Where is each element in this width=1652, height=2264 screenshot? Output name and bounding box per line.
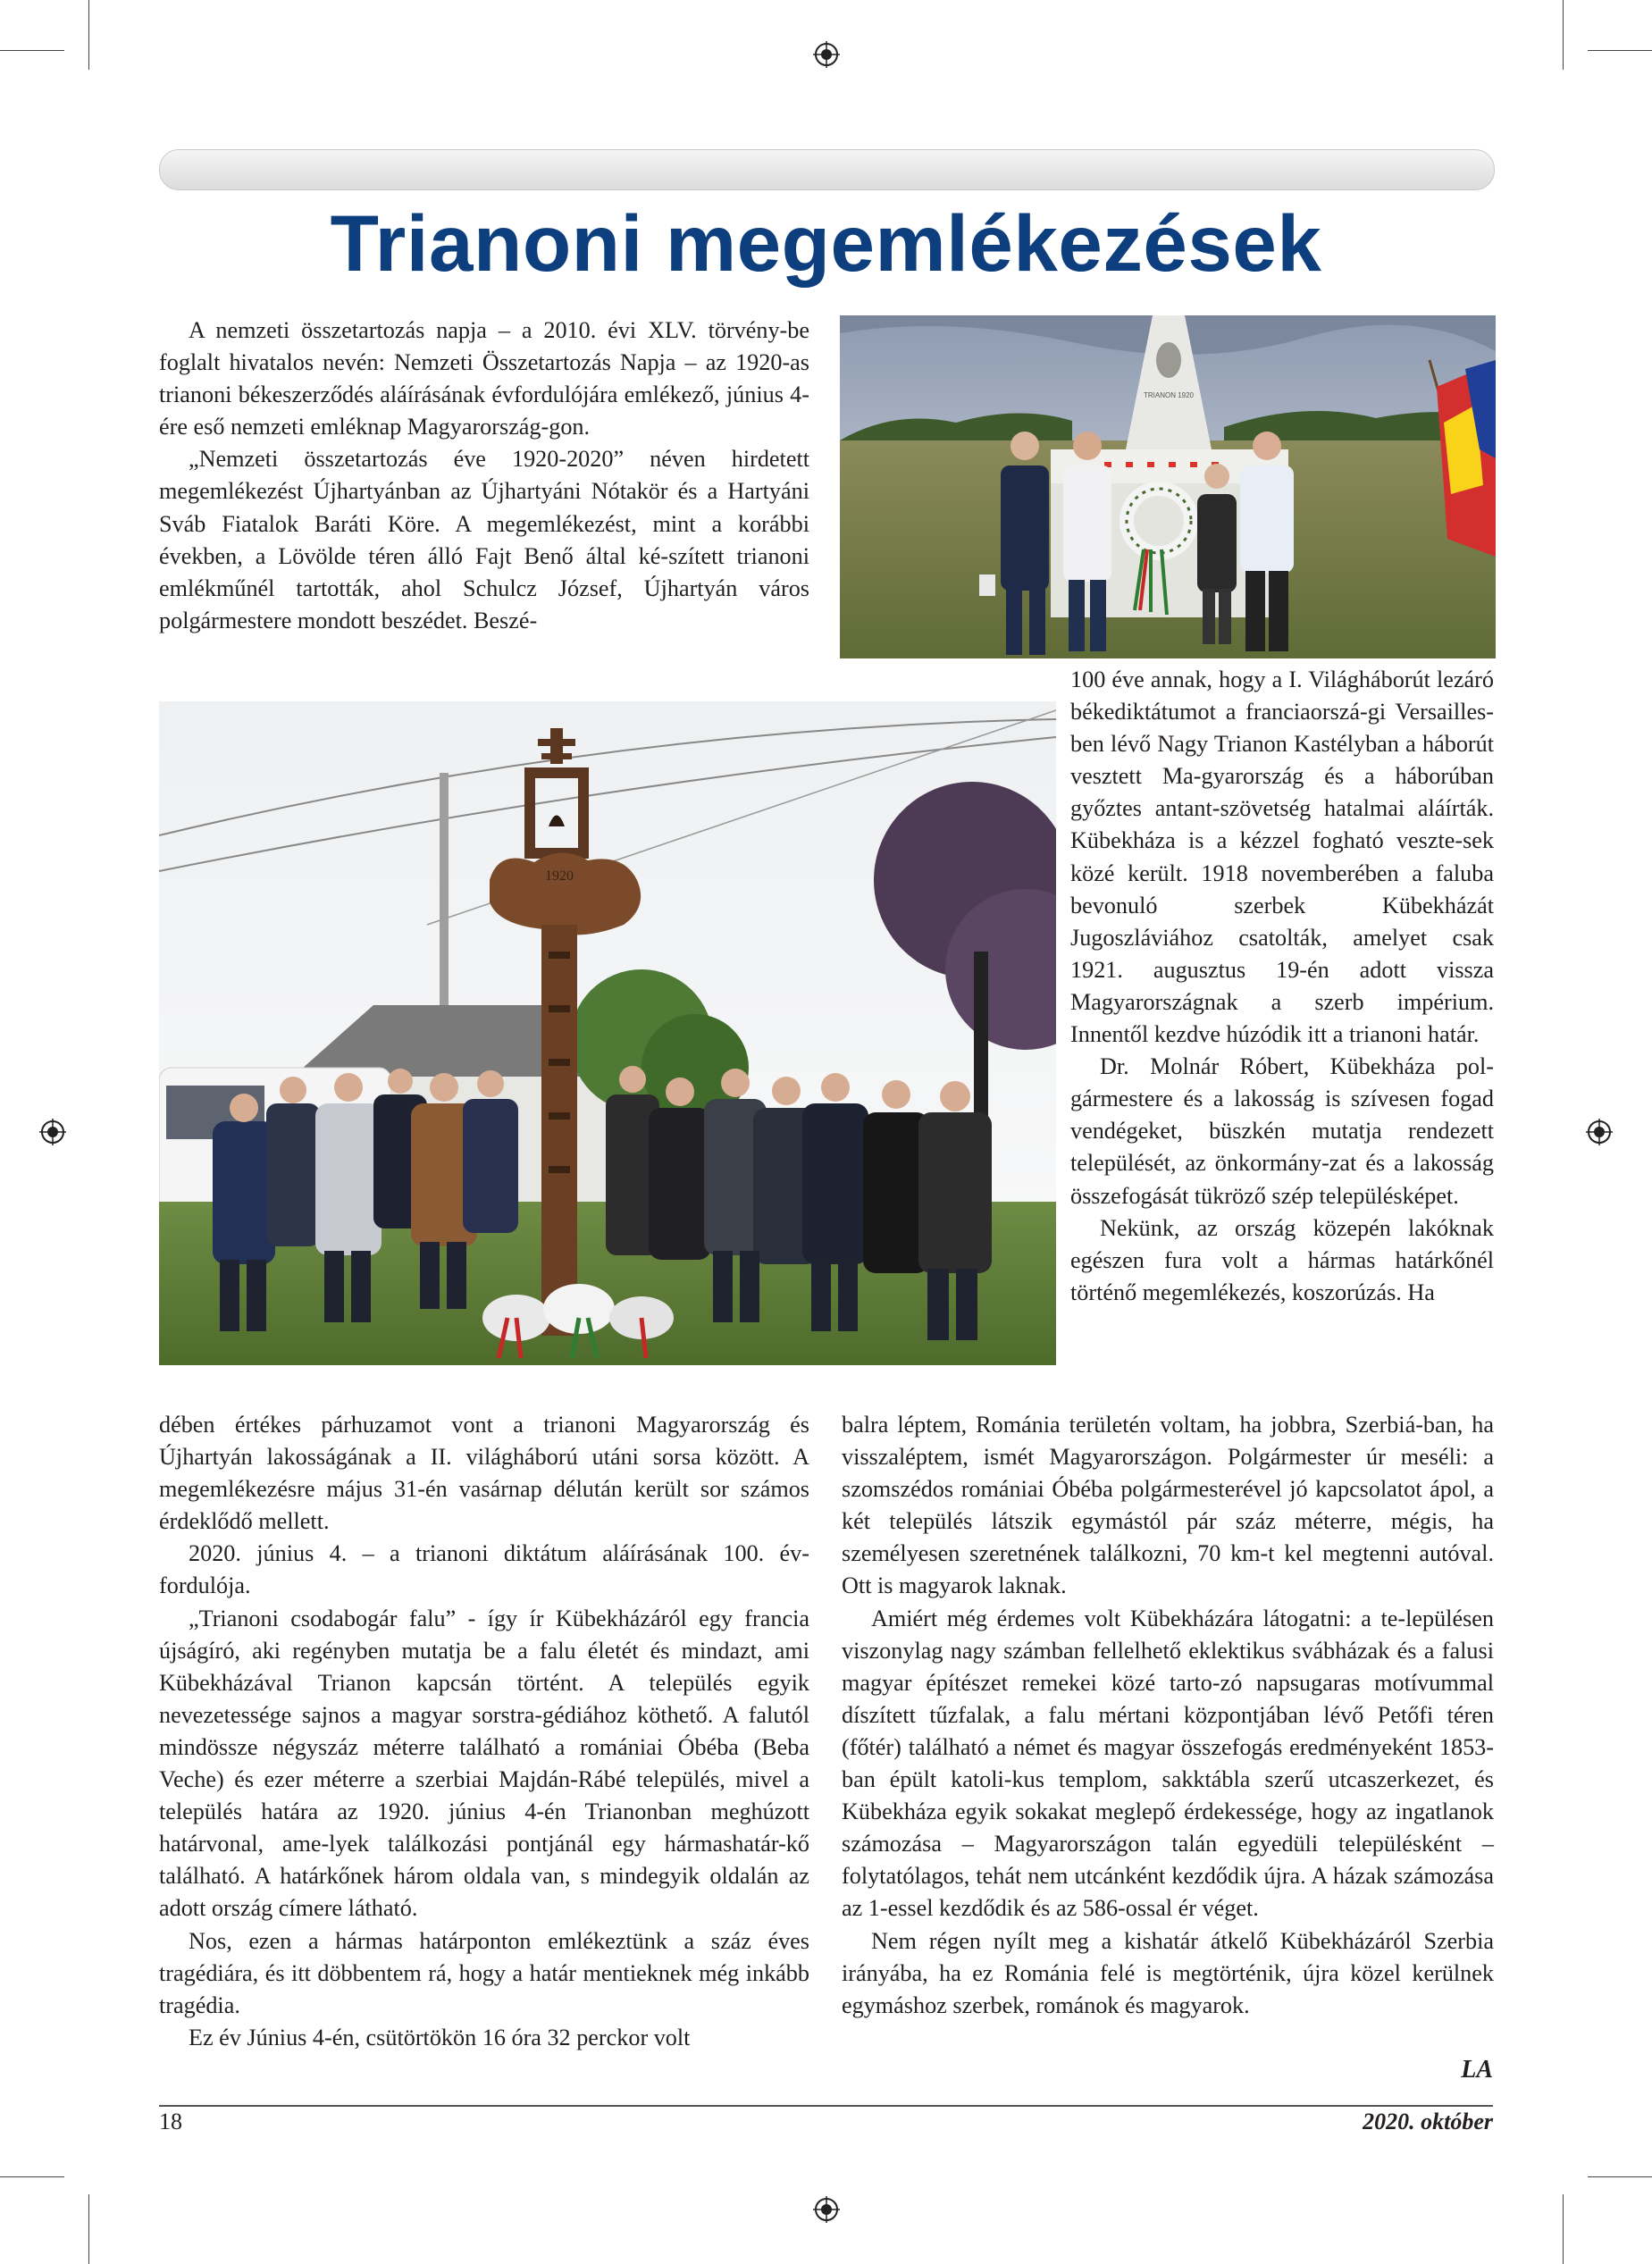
paragraph: 100 éve annak, hogy a I. Világháborút lezáró békediktátumot a franciaorszá-gi Versailles-ben lévő Nagy Trianon Kastélyban a háborút vesztett Ma-gyarország és a háborúban győztes antant-szövetség hatalmai aláírták. Kübekháza is a kézzel fogható veszte-sek közé került. 1918 novemberében a faluba bevonuló szerbek Kübekházát Jugoszláviához csatolták, amelyet csak 1921. augusztus 19-én adott vissza Magyarországnak a szerb impérium. Innentől kezdve húzódik itt a trianoni határ. — [1070, 667, 1494, 1048]
paragraph: Dr. Molnár Róbert, Kübekháza pol-gármestere és a lakosság is szívesen fogad vendégeket, büszkén mutatja rendezett települését, az önkormány-zat és a lakosság összefogását tükröző szép településképet. — [1070, 1053, 1494, 1209]
crop-mark — [1563, 2194, 1564, 2264]
text-column-left-top — [159, 314, 809, 637]
footer-divider — [159, 2105, 1493, 2107]
registration-mark-icon — [813, 2196, 840, 2223]
text-column-right-bottom — [842, 1409, 1494, 2022]
paragraph: A nemzeti összetartozás napja – a 2010. évi XLV. törvény-be foglalt hivatalos nevén: Nemzeti Összetartozás Napja – az 1920-as trianoni békeszerződés aláírásának évfordulójára emlékező, június 4-ére eső nemzeti emléknap Magyarország-gon. — [159, 317, 809, 440]
paragraph: Ez év Június 4-én, csütörtökön 16 óra 32 perckor volt — [189, 2024, 691, 2050]
paragraph: 2020. június 4. – a trianoni diktátum aláírásának 100. év-fordulója. — [159, 1540, 809, 1599]
registration-mark-icon — [1586, 1119, 1613, 1145]
paragraph: Amiért még érdemes volt Kübekházára látogatni: a te-lepülésen viszonylag nagy számban fellelhető eklektikus svábházak és a falusi magyar építészet remekei közé tarto-zó napsugaras motívummal díszített tűzfalak, a falu mértani központjában lévő Petőfi téren (főtér) található a német és magyar összefogás eredményeként 1853-ban épült katoli-kus templom, sakktábla szerű utcaszerkezet, és Kübekháza egyik sokakat meglepő érdekessége, hogy az ingatlanok számozása – Magyarországon talán egyedüli településként – folytatólagos, tehát nem utcánként kezdődik újra. A házak számozása az 1-essel kezdődik és az 586-ossal ér véget. — [842, 1605, 1494, 1922]
crop-mark — [0, 2176, 64, 2177]
crop-mark — [1588, 50, 1652, 51]
photo-memorial-crowd — [159, 701, 1056, 1365]
paragraph: dében értékes párhuzamot vont a trianoni Magyarország és Újhartyán lakosságának a II. világháború utáni sorsa között. A megemlékezésre május 31-én vasárnap délután került sor számos érdeklődő mellett. — [159, 1412, 809, 1535]
paragraph: „Trianoni csodabogár falu” - így ír Kübekházáról egy francia újságíró, aki regényben mutatja be a falu életét és mindazt, ami Kübekházával Trianon kapcsán történt. A település egyik nevezetessége sajnos a magyar sorstra-gédiához köthető. A falutól mindössze négyszáz méterre található a romániai Óbéba (Beba Veche) és ezer méterre a szerbiai Majdán-Rábé település, mivel a település határa az 1920. június 4-én Trianonban meghúzott határvonal, ame-lyek találkozási pontjánál egy hármashatár-kő található. A határkőnek három oldala van, s mindegyik oldalán az adott ország címere látható. — [159, 1605, 809, 1922]
header-banner — [159, 149, 1495, 190]
paragraph: Nem régen nyílt meg a kishatár átkelő Kübekházáról Szerbia irányába, ha ez Románia felé is megtörténik, újra közel kerülnek egymáshoz szerbek, románok és magyarok. — [842, 1927, 1494, 2018]
crop-mark — [1563, 0, 1564, 70]
photo-border-stone — [840, 315, 1496, 658]
text-column-right-mid — [1070, 664, 1494, 1309]
text-column-left-bottom — [159, 1409, 809, 2054]
crop-mark — [1588, 2176, 1652, 2177]
crop-mark — [88, 0, 89, 70]
paragraph: balra léptem, Románia területén voltam, ha jobbra, Szerbiá-ban, ha visszaléptem, ismét Magyarországon. Polgármester úr meséli: a szomszédos romániai Óbéba polgármesterével jó kapcsolatot ápol, a két település látszik egymástól pár száz méterre, mégis, ha személyesen szeretnének találkozni, 70 km-t kel megtenni autóval. Ott is magyarok laknak. — [842, 1412, 1494, 1599]
memorial-year-text: 1920 — [545, 868, 574, 884]
crop-mark — [88, 2194, 89, 2264]
paragraph: „Nemzeti összetartozás éve 1920-2020” néven hirdetett megemlékezést Újhartyánban az Újhartyáni Nótakör és a Hartyáni Sváb Fiatalok Baráti Köre. A megemlékezést, mint a korábbi években, a Lövölde téren álló Fajt Benő által ké-szített trianoni emlékműnél tartották, ahol Schulcz József, Újhartyán város polgármestere mondott beszédet. Beszé- — [159, 446, 809, 633]
paragraph: Nos, ezen a hármas határponton emlékeztünk a száz éves tragédiára, és itt döbbentem rá, hogy a határ mentieknek még inkább tragédia. — [159, 1927, 809, 2018]
crop-mark — [0, 50, 64, 51]
registration-mark-icon — [39, 1119, 66, 1145]
page-number: 18 — [159, 2109, 182, 2134]
author-signature: LA — [1461, 2056, 1493, 2084]
article-title: Trianoni megemlékezések — [330, 198, 1322, 288]
plaque-text: TRIANON 1920 — [1143, 391, 1195, 399]
issue-date: 2020. október — [1363, 2109, 1493, 2134]
registration-mark-icon — [813, 41, 840, 68]
paragraph: Nekünk, az ország közepén lakóknak egészen fura volt a hármas határkőnél történő megemlékezés, koszorúzás. Ha — [1070, 1214, 1494, 1305]
